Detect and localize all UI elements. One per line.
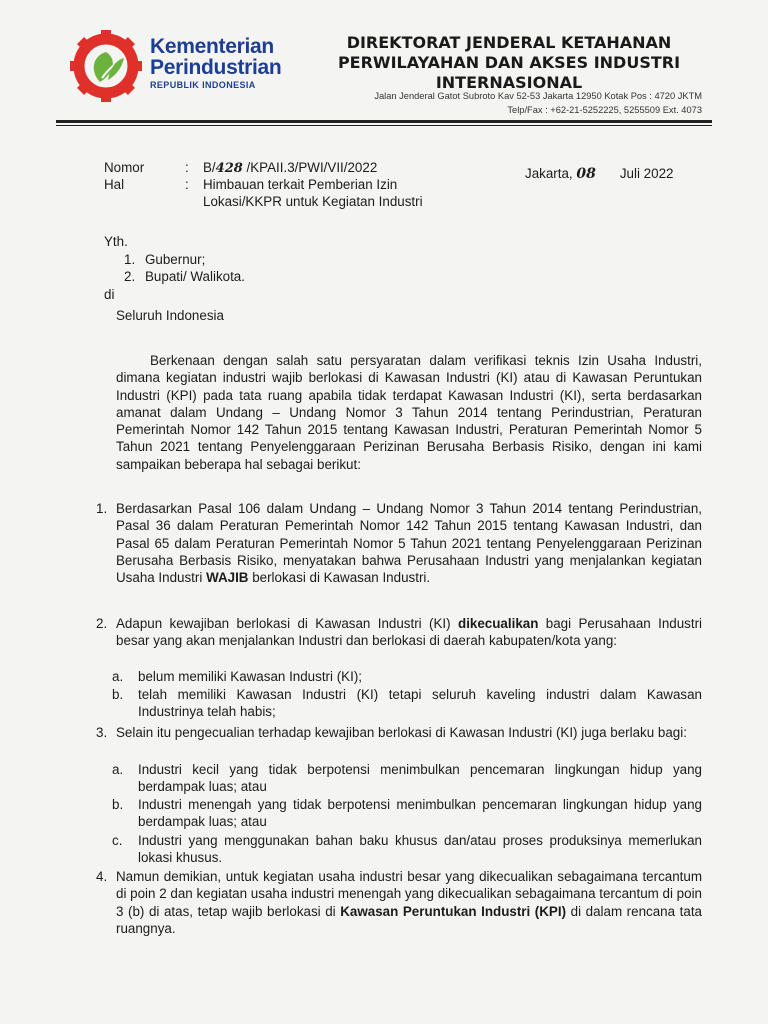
sub-letter: a. (112, 762, 124, 777)
point-3-text: Selain itu pengecualian terhadap kewajiban berlokasi di Kawasan Industri (KI) juga berlaku bagi: (116, 725, 687, 740)
header-rule-thick (56, 120, 712, 123)
recipient-num: 1. (124, 252, 136, 267)
nomor-prefix: B/ (203, 160, 216, 175)
nomor-suffix: /KPAII.3/PWI/VII/2022 (246, 160, 378, 175)
hal-line1: Himbauan terkait Pemberian Izin (203, 177, 398, 192)
hal-colon: : (185, 177, 189, 192)
nomor-label: Nomor (104, 160, 145, 175)
sub-letter: a. (112, 669, 124, 684)
point-number: 3. (96, 725, 108, 740)
yth-label: Yth. (104, 234, 128, 249)
sub-letter: c. (112, 833, 123, 848)
nomor-handwritten: 428 (215, 161, 243, 176)
directorate-line1: DIREKTORAT JENDERAL KETAHANAN (346, 33, 672, 52)
recipient-item: Gubernur; (145, 252, 206, 267)
point-1-bold: WAJIB (206, 570, 249, 586)
sub-letter: b. (112, 797, 124, 812)
ministry-logo-icon (70, 30, 142, 102)
point-4-text-a: Namun demikian, untuk kegiatan usaha industri besar yang dikecualikan sebagaimana tercantum di poin 2 dan kegiatan usaha industri menengah yang dikecualikan sebagaimana tercantum di poin 3 (b) di atas, tetap wajib berlokasi di (116, 869, 702, 919)
point-4-bold: Kawasan Peruntukan Industri (KPI) (340, 903, 567, 919)
directorate-line2: PERWILAYAHAN DAN AKSES INDUSTRI (337, 53, 681, 72)
recipient-num: 2. (124, 269, 136, 284)
point-1-text-b: berlokasi di Kawasan Industri. (248, 570, 431, 586)
letter-date (525, 166, 673, 182)
point-4-text (116, 868, 702, 937)
hal-label: Hal (104, 177, 125, 192)
point-4-text-b: di dalam rencana tata ruangnya. (116, 903, 702, 936)
point-2-bold: dikecualikan (458, 616, 539, 631)
sub-item: telah memiliki Kawasan Industri (KI) tetapi seluruh kaveling industri dalam Kawasan Industrinya telah habis; (138, 687, 702, 720)
sub-letter: b. (112, 687, 124, 702)
sub-item: Industri yang menggunakan bahan baku khusus dan/atau proses produksinya memerlukan lokasi khusus. (138, 833, 702, 866)
date-month-year: Juli 2022 (619, 166, 674, 181)
point-number: 2. (96, 616, 108, 631)
nomor-value (203, 160, 377, 177)
recipient-item: Bupati/ Walikota. (145, 269, 245, 284)
hal-line2: Lokasi/KKPR untuk Kegiatan Industri (203, 194, 423, 209)
point-2-text-b: bagi Perusahaan Industri besar yang akan menjalankan Industri dan berlokasi di daerah kabupaten/kota yang: (116, 616, 703, 649)
ministry-country: REPUBLIK INDONESIA (150, 80, 256, 90)
recipient-location: Seluruh Indonesia (116, 308, 224, 323)
point-number: 1. (96, 501, 108, 516)
date-place: Jakarta, (525, 166, 573, 181)
di-label: di (104, 287, 115, 302)
directorate-line3: INTERNASIONAL (435, 73, 583, 92)
sub-item: belum memiliki Kawasan Industri (KI); (138, 669, 362, 684)
ministry-name-line1: Kementerian (150, 35, 274, 58)
point-number: 4. (96, 869, 108, 884)
point-1-text-a: Berdasarkan Pasal 106 dalam Undang – Undang Nomor 3 Tahun 2014 tentang Perindustrian, Pasal 36 dalam Peraturan Pemerintah Nomor 142 Tahun 2015 tentang Kawasan Industri, dan Pasal 65 dalam Peraturan Pemerintah Nomor 5 Tahun 2021 tentang Penyelenggaraan Perizinan Berusaha Berbasis Risiko, menyatakan bahwa Perusahaan Industri yang menjalankan kegiatan Usaha Industri (116, 501, 702, 586)
sub-item: Industri menengah yang tidak berpotensi menimbulkan pencemaran lingkungan hidup yang berdampak luas; atau (138, 797, 702, 830)
phone-line: Telp/Fax : +62-21-5252225, 5255509 Ext. 4073 (507, 105, 702, 115)
sub-item: Industri kecil yang tidak berpotensi menimbulkan pencemaran lingkungan hidup yang berdampak luas; atau (138, 762, 702, 795)
nomor-colon: : (185, 160, 189, 175)
address-line: Jalan Jenderal Gatot Subroto Kav 52-53 Jakarta 12950 Kotak Pos : 4720 JKTM (374, 91, 702, 101)
point-2-text-a: Adapun kewajiban berlokasi di Kawasan Industri (KI) (116, 616, 459, 631)
point-1-text (116, 500, 702, 586)
point-2-text (116, 615, 702, 650)
date-day-handwritten: 08 (576, 166, 596, 182)
intro-paragraph: Berkenaan dengan salah satu persyaratan dalam verifikasi teknis Izin Usaha Industri, dimana kegiatan industri wajib berlokasi di Kawasan Industri (KI) atau di Kawasan Peruntukan Industri (KPI) pada tata ruang apabila tidak terdapat Kawasan Industri (KI), serta berdasarkan amanat dalam Undang – Undang Nomor 3 Tahun 2014 tentang Perindustrian, Peraturan Pemerintah Nomor 142 Tahun 2015 tentang Kawasan Industri, Peraturan Pemerintah Nomor 5 Tahun 2021 tentang Penyelenggaraan Perizinan Berusaha Berbasis Risiko, dengan ini kami sampaikan beberapa hal sebagai berikut: (116, 353, 702, 472)
header-rule-thin (56, 125, 712, 126)
ministry-name-line2: Perindustrian (150, 56, 282, 79)
